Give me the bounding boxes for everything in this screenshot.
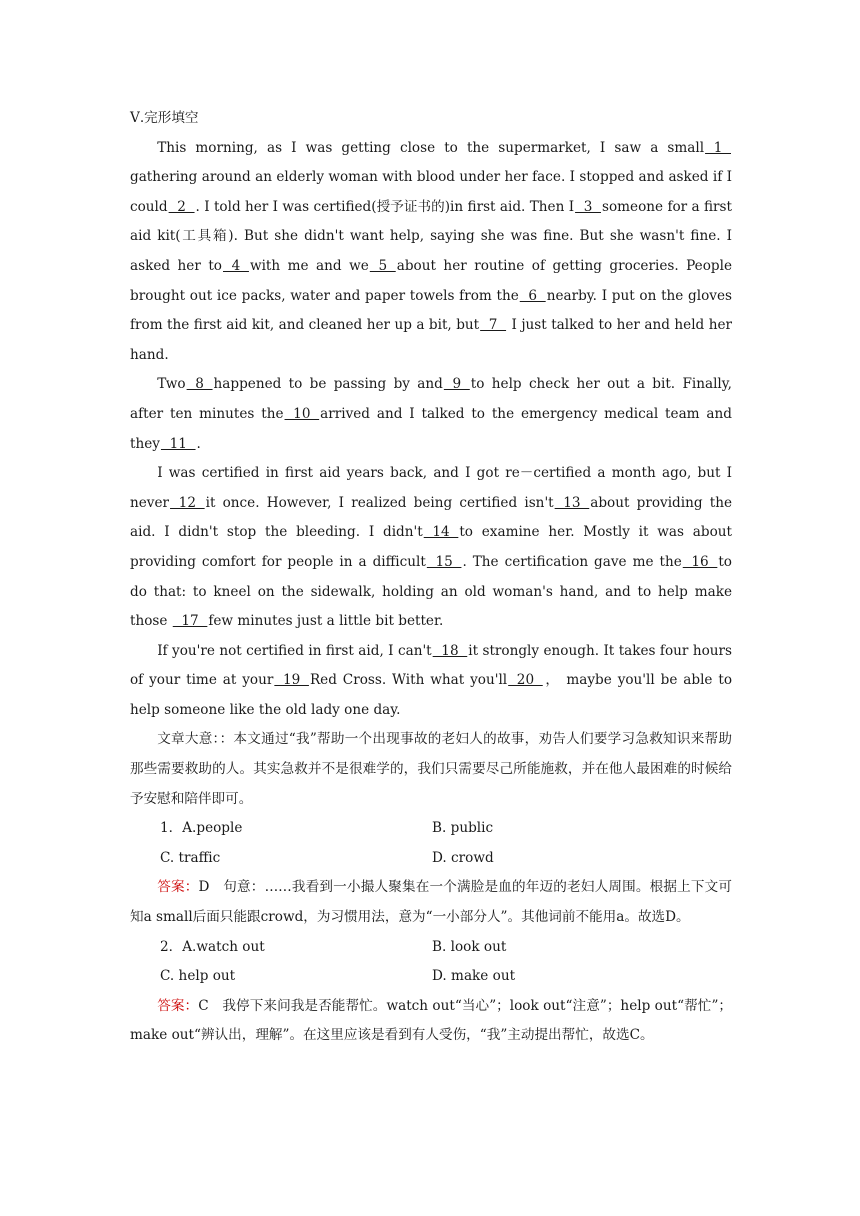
blank-6: 6 — [519, 287, 546, 304]
passage-text: to help check her out a bit. Finally, after ten minutes the — [130, 376, 732, 422]
blank-12: 12 — [170, 494, 205, 511]
option-q1-d: D. crowd — [432, 849, 494, 866]
blank-18: 18 — [432, 642, 468, 659]
passage-text: it strongly enough. It takes four hours of your time at your — [130, 642, 732, 689]
passage-paragraph — [130, 134, 732, 371]
blank-14: 14 — [423, 524, 459, 541]
article-summary: 文章大意：：本文通过“我”帮助一个出现事故的老妇人的故事，劝告人们要学习急救知识来帮助那些需要救助的人。其实急救并不是很难学的，我们只需要尽己所能施救，并在他人最困难的时候给予安慰和陪伴即可。 — [130, 731, 732, 807]
cloze-passage — [130, 134, 732, 726]
passage-text: arrived and I talked to the emergency medical team and they — [130, 405, 732, 452]
section-title: Ⅴ.完形填空 — [130, 110, 199, 126]
option-q2-b: B. look out — [432, 938, 507, 955]
options-q2 — [130, 933, 732, 992]
passage-text: This morning, as I was getting close to the supermarket, I saw a small — [157, 139, 705, 156]
passage-paragraph — [130, 459, 732, 637]
blank-8: 8 — [186, 376, 213, 393]
blank-17: 17 — [172, 613, 208, 630]
blank-20: 20 — [508, 672, 543, 689]
options-q1 — [130, 814, 732, 873]
passage-text: gathering around an elderly woman with blood under her face. I stopped and asked if I could — [130, 169, 732, 215]
passage-text: Two — [157, 376, 186, 393]
passage-text: with me and we — [249, 257, 369, 274]
blank-19: 19 — [274, 672, 309, 689]
blank-10: 10 — [284, 405, 320, 422]
option-q2-d: D. make out — [432, 968, 516, 985]
blank-5: 5 — [369, 257, 396, 274]
passage-text: about providing the aid. I didn't stop the bleeding. I didn't — [130, 494, 732, 541]
question-2 — [130, 933, 732, 1051]
passage-text: to examine her. Mostly it was about providing comfort for people in a difficult — [130, 524, 732, 570]
option-q1-b: B. public — [432, 820, 494, 837]
passage-text: someone for a first aid kit(工具箱). But she didn't want help, saying she was fine. But she wasn't fine. I asked her to — [130, 198, 732, 274]
answer-text: C 我停下来问我是否能帮忙。watch out“当心”；look out“注意”；help out“帮忙”；make out“辨认出，理解”。在这里应该是看到有人受伤，“我”主动提出帮忙，故选C。 — [130, 997, 733, 1044]
passage-text: . I told her I was certified(授予证书的)in first aid. Then I — [195, 198, 575, 215]
passage-text: it once. However, I realized being certified isn't — [205, 494, 554, 511]
blank-7: 7 — [480, 317, 507, 334]
blank-1: 1 — [705, 139, 731, 156]
question-1 — [130, 814, 732, 932]
blank-15: 15 — [426, 553, 462, 570]
passage-paragraph — [130, 370, 732, 459]
option-q1-c: C. traffic — [160, 849, 221, 866]
passage-text: I just talked to her and held her hand. — [130, 317, 732, 363]
blank-3: 3 — [575, 198, 601, 215]
option-q1-a: 1．A.people — [160, 820, 243, 837]
option-q2-c: C. help out — [160, 968, 236, 985]
blank-11: 11 — [160, 435, 196, 452]
passage-text: If you're not certified in first aid, I can't — [157, 642, 432, 659]
answer-label: 答案： — [157, 879, 199, 896]
passage-text: Red Cross. With what you'll — [309, 672, 508, 689]
passage-text: about her routine of getting groceries. People brought out ice packs, water and paper towels from the — [130, 257, 733, 304]
passage-text: nearby. I put on the gloves from the first aid kit, and cleaned her up a bit, but — [130, 287, 732, 334]
passage-text: happened to be passing by and — [213, 376, 443, 393]
answer-explanation-q1 — [130, 873, 732, 932]
passage-text: few minutes just a little bit better. — [208, 613, 444, 630]
passage-text: . — [196, 435, 201, 452]
answer-label: 答案： — [157, 997, 199, 1014]
answer-explanation-q2 — [130, 992, 732, 1051]
passage-text: ， maybe you'll be able to help someone like the old lady one day. — [130, 672, 733, 718]
blank-2: 2 — [168, 198, 195, 215]
passage-paragraph — [130, 637, 732, 726]
blank-9: 9 — [443, 376, 470, 393]
passage-text: to do that: to kneel on the sidewalk, holding an old woman's hand, and to help make those — [130, 553, 732, 630]
passage-text: I was certified in first aid years back, and I got re－certified a month ago, but I never — [130, 465, 732, 511]
option-q2-a: 2．A.watch out — [160, 938, 265, 955]
blank-13: 13 — [554, 494, 590, 511]
document-page — [130, 104, 732, 1051]
blank-4: 4 — [223, 257, 249, 274]
passage-text: . The certification gave me the — [462, 553, 682, 570]
answer-text: D 句意：……我看到一小撮人聚集在一个满脸是血的年迈的老妇人周围。根据上下文可知a small后面只能跟crowd，为习惯用法，意为“一小部分人”。其他词前不能用a。故选D。 — [130, 879, 732, 926]
blank-16: 16 — [682, 553, 718, 570]
